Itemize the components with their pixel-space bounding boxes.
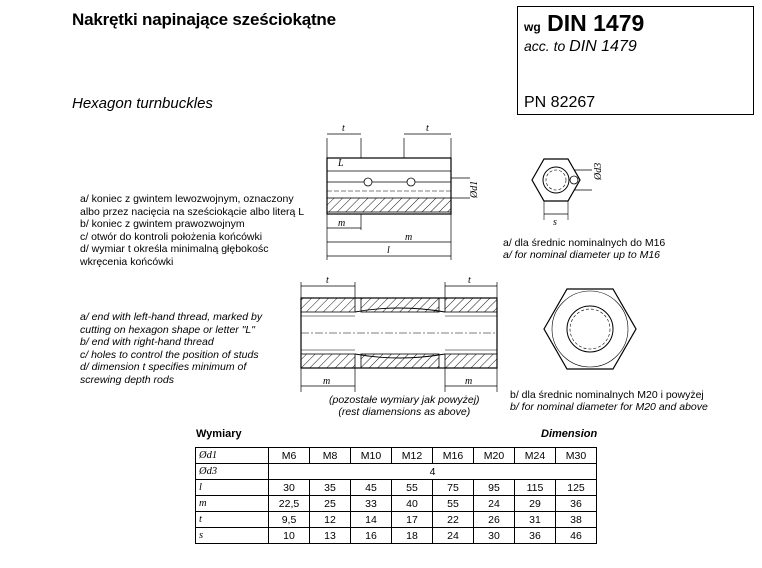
table-cell: 46: [556, 528, 597, 544]
table-heading-pl: Wymiary: [196, 428, 242, 440]
table-row: [196, 528, 597, 544]
table-cell: 95: [474, 480, 515, 496]
table-row: [196, 512, 597, 528]
table-heading-en: Dimension: [541, 428, 598, 440]
d3-value-cell: 4: [269, 464, 597, 480]
table-cell: 31: [515, 512, 556, 528]
dimensions-table: [195, 447, 597, 544]
table-cell: 13: [310, 528, 351, 544]
table-cell: 22,5: [269, 496, 310, 512]
caption-rest-en: (rest diamensions as above): [338, 406, 471, 418]
table-cell: 9,5: [269, 512, 310, 528]
size-cell: M8: [310, 448, 351, 464]
table-cell: 30: [474, 528, 515, 544]
dim-l-label: l: [387, 245, 390, 256]
size-cell: M6: [269, 448, 310, 464]
table-cell: 36: [556, 496, 597, 512]
table-cell: 17: [392, 512, 433, 528]
table-cell: 22: [433, 512, 474, 528]
note-line: a/ end with left-hand thread, marked by: [80, 311, 263, 323]
dim-t-label-right: t: [426, 123, 429, 134]
table-cell: 125: [556, 480, 597, 496]
page-subtitle: Hexagon turnbuckles: [72, 95, 213, 112]
row-label: m: [196, 496, 269, 512]
table-cell: 33: [351, 496, 392, 512]
row-label: Ød1: [196, 448, 269, 464]
drawing-b-side-view: [295, 272, 505, 394]
note-line: d/ dimension t specifies minimum of: [80, 361, 247, 373]
dim-t-label-b-right: t: [468, 275, 471, 286]
table-cell: 24: [474, 496, 515, 512]
dim-t-label: t: [342, 123, 345, 134]
caption-a: [503, 237, 665, 261]
d3-hole: [570, 176, 578, 184]
note-line: d/ wymiar t określa minimalną głębokośc: [80, 243, 269, 255]
page-title: Nakrętki napinające sześciokątne: [72, 10, 336, 29]
standard-din: [524, 10, 644, 37]
note-line: c/ holes to control the position of studs: [80, 348, 259, 361]
table-cell: 10: [269, 528, 310, 544]
dim-m-label: m: [338, 218, 346, 229]
size-cell: M16: [433, 448, 474, 464]
dim-m-label-b-right: m: [465, 376, 473, 387]
caption-rest-pl: (pozostałe wymiary jak powyżej): [329, 394, 480, 406]
row-label: l: [196, 480, 269, 496]
size-cell: M10: [351, 448, 392, 464]
table-row: [196, 496, 597, 512]
caption-a-pl: a/ dla średnic nominalnych do M16: [503, 237, 666, 249]
left-thread-mark: L: [338, 158, 344, 169]
caption-a-en: a/ for nominal diameter up to M16: [503, 249, 660, 261]
size-cell: M20: [474, 448, 515, 464]
standard-acc-prefix: acc. to: [524, 38, 566, 54]
note-line: a/ koniec z gwintem lewozwojnym, oznaczony: [80, 193, 294, 205]
row-label: Ød3: [196, 464, 269, 480]
standard-pn: PN 82267: [524, 94, 596, 111]
standard-box: [517, 6, 754, 115]
drawing-a-side-view: [310, 120, 490, 265]
note-line: c/ otwór do kontroli położenia końcówki: [80, 230, 263, 243]
dim-m-label-b: m: [323, 376, 331, 387]
standard-wg-prefix: wg: [524, 20, 541, 34]
dim-m-label-long: m: [405, 232, 413, 243]
note-line: screwing depth rods: [80, 373, 174, 386]
dim-d1-label: Ød1: [469, 180, 480, 198]
note-line: b/ koniec z gwintem prawozwojnym: [80, 218, 245, 230]
note-line: albo przez nacięcia na sześciokącie albo literą L: [80, 205, 305, 218]
table-cell: 30: [269, 480, 310, 496]
table-row-d1: [196, 448, 597, 464]
table-cell: 29: [515, 496, 556, 512]
section-hatch: [327, 198, 451, 212]
table-cell: 24: [433, 528, 474, 544]
standard-acc: [524, 38, 637, 56]
table-cell: 16: [351, 528, 392, 544]
table-cell: 12: [310, 512, 351, 528]
size-cell: M12: [392, 448, 433, 464]
control-hole: [407, 178, 415, 186]
table-row: [196, 480, 597, 496]
size-cell: M30: [556, 448, 597, 464]
table-cell: 26: [474, 512, 515, 528]
note-line: cutting on hexagon shape or letter "L": [80, 323, 255, 336]
dim-t-label-b: t: [326, 275, 329, 286]
note-line: b/ end with right-hand thread: [80, 336, 214, 348]
table-cell: 45: [351, 480, 392, 496]
table-cell: 75: [433, 480, 474, 496]
table-cell: 35: [310, 480, 351, 496]
table-cell: 18: [392, 528, 433, 544]
drawing-a-end-view: [524, 150, 624, 230]
notes-en: [80, 311, 262, 386]
dim-d3-label: Ød3: [593, 162, 604, 180]
caption-b: [510, 389, 708, 413]
row-label: t: [196, 512, 269, 528]
standard-acc-main: DIN 1479: [569, 38, 637, 55]
caption-rest: [329, 394, 480, 418]
table-cell: 40: [392, 496, 433, 512]
size-cell: M24: [515, 448, 556, 464]
notes-pl: [80, 193, 304, 268]
dim-s-label: s: [553, 217, 557, 228]
note-line: wkręcenia końcówki: [80, 255, 174, 268]
table-cell: 55: [392, 480, 433, 496]
hexagon-large: [544, 289, 636, 369]
table-row-d3: [196, 464, 597, 480]
table-cell: 115: [515, 480, 556, 496]
row-label: s: [196, 528, 269, 544]
control-hole: [364, 178, 372, 186]
table-cell: 25: [310, 496, 351, 512]
table-cell: 38: [556, 512, 597, 528]
table-cell: 14: [351, 512, 392, 528]
table-cell: 36: [515, 528, 556, 544]
standard-wg-main: DIN 1479: [547, 10, 645, 36]
drawing-b-end-view: [540, 285, 650, 380]
caption-b-pl: b/ dla średnic nominalnych M20 i powyżej: [510, 389, 704, 401]
caption-b-en: b/ for nominal diameter for M20 and above: [510, 401, 708, 413]
table-cell: 55: [433, 496, 474, 512]
